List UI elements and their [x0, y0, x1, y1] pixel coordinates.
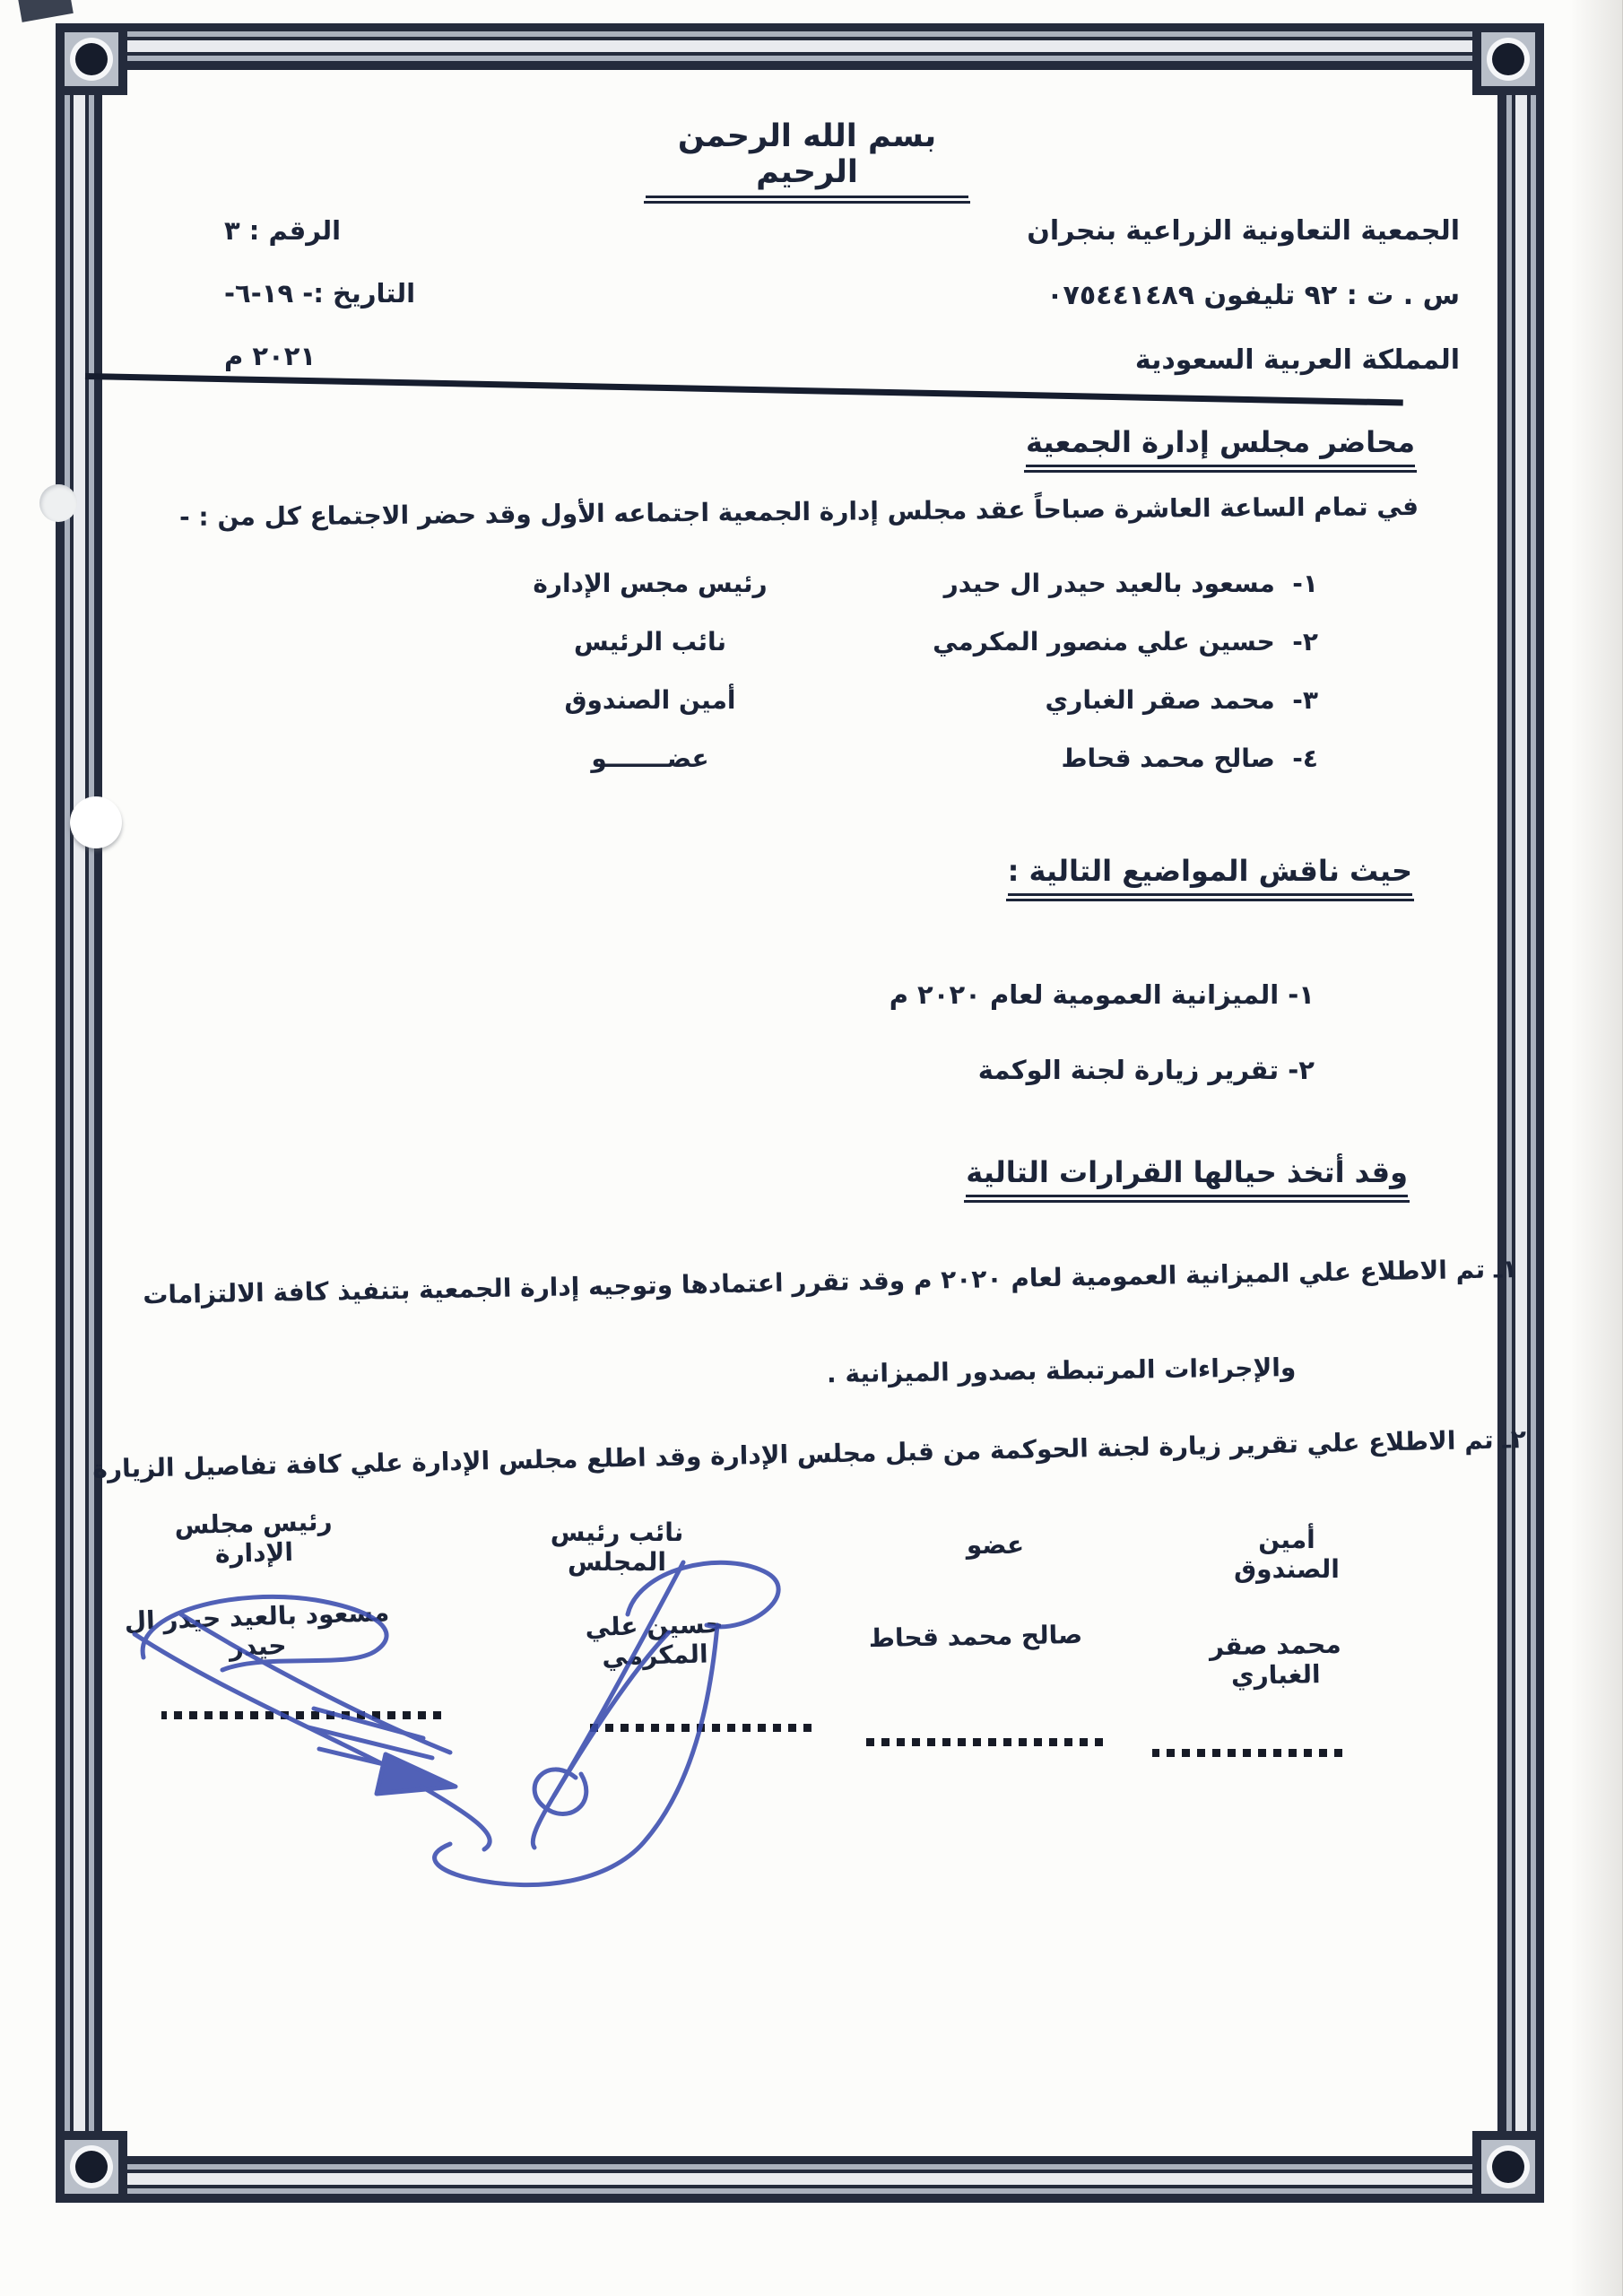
signature-dotted-line [587, 1724, 812, 1732]
punch-hole [39, 484, 77, 522]
corner-ornament-icon [56, 23, 127, 95]
signature-dotted-line [161, 1711, 441, 1719]
signature-role: أمين الصندوق [1234, 1525, 1340, 1584]
topics-heading: حيث ناقش المواضيع التالية : [1008, 854, 1412, 896]
frame-bottom-band [56, 2156, 1544, 2203]
signature-role: نائب رئيس المجلس [550, 1518, 684, 1577]
attendee-number: ٤- [1292, 744, 1318, 773]
corner-ornament-icon [56, 2131, 127, 2203]
attendee-name: محمد صقر الغباري [1045, 685, 1275, 715]
minutes-intro: في تمام الساعة العاشرة صباحاً عقد مجلس إدارة الجمعية اجتماعه الأول وقد حضر الاجتماع كل من : - [178, 491, 1419, 533]
corner-ornament-icon [1472, 2131, 1544, 2203]
bismillah-heading [646, 118, 968, 198]
attendee-row [933, 729, 1318, 787]
attendee-number: ٢- [1292, 627, 1318, 657]
minutes-title: محاضر مجلس إدارة الجمعية [1026, 425, 1415, 467]
doc-number: الرقم : ٣ [224, 215, 342, 246]
letterhead-left-column [224, 199, 466, 387]
signature-name: صالح محمد قحاط [868, 1619, 1083, 1654]
signature-dotted-line [1152, 1749, 1342, 1757]
signature-role: عضو [966, 1530, 1025, 1560]
frame-top-band [56, 23, 1544, 70]
country-line: المملكة العربية السعودية [1134, 344, 1460, 376]
decisions-heading: وقد أتخذ حيالها القرارات التالية [966, 1155, 1408, 1197]
attendee-number: ٣- [1292, 685, 1318, 715]
attendee-name: صالح محمد قحاط [1061, 744, 1275, 773]
bismillah-text: بسم الله الرحمن الرحيم [646, 118, 968, 198]
attendee-role-column [520, 554, 780, 787]
topic-item: ٢- تقرير زيارة لجنة الوكمة [977, 1055, 1315, 1085]
attendee-name: مسعود بالعيد حيدر ال حيدر [943, 569, 1275, 598]
doc-date: التاريخ :- ١٩-٦- ٢٠٢١ م [224, 278, 416, 371]
page-edge-shadow [1570, 0, 1623, 2296]
corner-ornament-icon [1472, 23, 1544, 95]
org-name: الجمعية التعاونية الزراعية بنجران [1027, 215, 1460, 247]
registration-phone-line: س . ت : ٩٢ تليفون ٠٧٥٤٤١٤٨٩ [1046, 280, 1460, 311]
attendee-name-column [933, 554, 1318, 787]
signature-dotted-line [863, 1738, 1103, 1746]
attendee-number: ١- [1292, 569, 1318, 598]
attendee-row [933, 671, 1318, 729]
signature-name: حسين علي المكرمي [585, 1608, 724, 1672]
attendee-role: أمين الصندوق [564, 685, 736, 715]
decision-line: ٢ـ تم الاطلاع علي تقرير زيارة لجنة الحوكمة من قبل مجلس الإدارة وقد اطلع مجلس الإدارة علي كافة تفاصيل الزيارة [92, 1424, 1527, 1484]
attendee-row [933, 554, 1318, 613]
frame-left-band [56, 23, 102, 2203]
attendee-row [933, 613, 1318, 671]
decision-line: والإجراءات المرتبطة بصدور الميزانية . [826, 1352, 1297, 1389]
decision-line: ١ـ تم الاطلاع علي الميزانية العمومية لعام ٢٠٢٠ م وقد تقرر اعتمادها وتوجيه إدارة الجمعية بتنفيذ كافة الالتزامات [142, 1254, 1518, 1310]
attendee-role: رئيس مجس الإدارة [533, 569, 768, 598]
letterhead-right-column [1027, 199, 1460, 393]
attendee-name: حسين علي منصور المكرمي [933, 627, 1275, 657]
frame-right-band [1497, 23, 1544, 2203]
signature-name: مسعود بالعيد حيدر ال حيدر [124, 1596, 390, 1663]
attendee-role: نائب الرئيس [574, 627, 726, 657]
topic-item: ١- الميزانية العمومية لعام ٢٠٢٠ م [889, 979, 1315, 1010]
topics-list [890, 979, 1315, 1085]
punch-hole [70, 796, 122, 848]
attendee-role: عضـــــــو [591, 744, 709, 773]
signature-role: رئيس مجلس الإدارة [174, 1506, 333, 1570]
scan-smudge [18, 0, 74, 22]
signature-name: محمد صقر الغباري [1209, 1629, 1341, 1691]
